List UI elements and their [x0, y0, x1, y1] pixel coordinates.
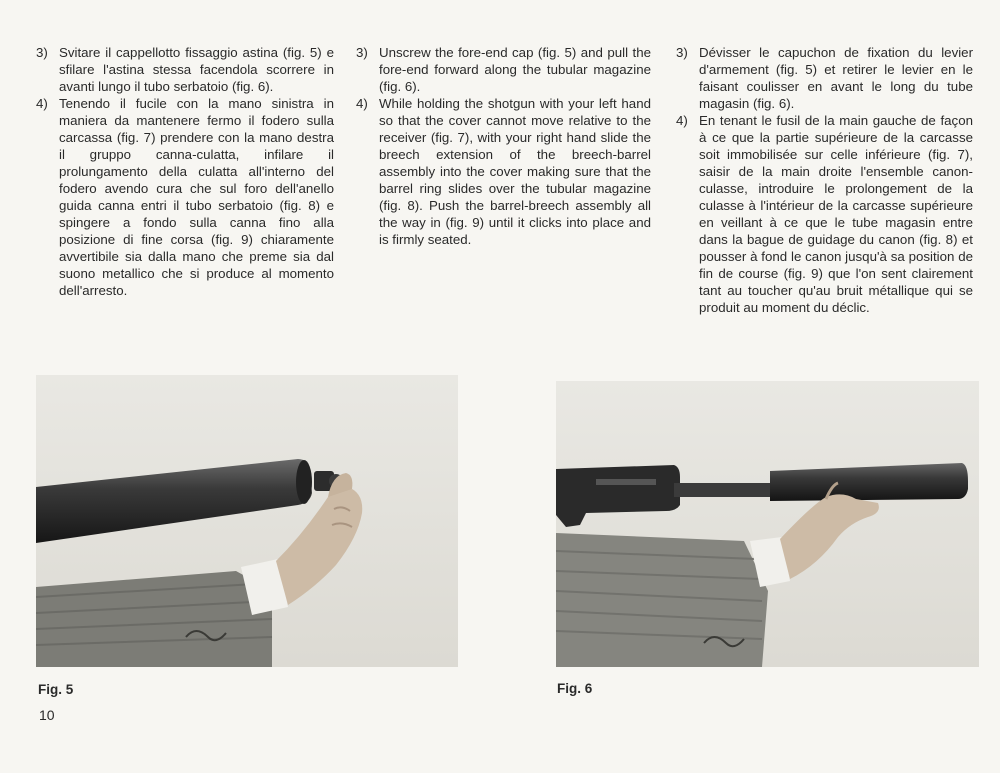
figure-5-photo: [36, 375, 458, 667]
english-step-3: [356, 44, 651, 95]
fig5-illustration: [36, 375, 458, 667]
step-text: Tenendo il fucile con la mano sinistra in maniera da mantenere fermo il fodero sulla carcassa (fig. 7) prendere con la mano destra il gruppo canna-culatta, infilare il prolungamento della culatta all'interno del fodero avendo cura che sul foro dell'anello guida canna entri il tubo serbatoio (fig. 8) e spingere a fondo sulla canna fino alla posizione di fine corsa (fig. 9) chiaramente avvertibile sia dalla mano che preme sia dal suono metallico che si produce al momento dell'arresto.: [59, 96, 334, 298]
italian-column: [36, 44, 334, 299]
step-number: 3): [676, 45, 688, 60]
step-number: 3): [356, 45, 368, 60]
step-text: Dévisser le capuchon de fixation du levier d'armement (fig. 5) et retirer le levier en le faisant coulisser en avant le long du tube magasin (fig. 6).: [699, 45, 973, 111]
fig6-illustration: [556, 381, 979, 667]
english-step-4: [356, 95, 651, 248]
italian-step-4: [36, 95, 334, 299]
figure-6-caption: Fig. 6: [557, 681, 593, 696]
step-number: 4): [356, 96, 368, 111]
step-number: 4): [36, 96, 48, 111]
step-text: En tenant le fusil de la main gauche de façon à ce que la partie supérieure de la carcasse soit immobilisée sur celle inférieure (fig. 7), saisir de la main droite l'ensemble canon-culasse, introduire le prolongement de la culasse à l'intérieur de la carcasse supérieure en veillant à ce que le tube magasin entre dans la bague de guidage du canon (fig. 8) et pousser à fond le canon jusqu'à sa position de fin de course (fig. 9) que l'on sent clairement tant au toucher qu'au bruit métallique qui se produit au moment du déclic.: [699, 113, 973, 315]
step-text: Svitare il cappellotto fissaggio astina (fig. 5) e sfilare l'astina stessa facendola scorrere in avanti lungo il tubo serbatoio (fig. 6).: [59, 45, 334, 94]
step-text: While holding the shotgun with your left hand so that the cover cannot move relative to the receiver (fig. 7), with your right hand slide the breech extension of the breech-barrel assembly into the cover making sure that the barrel ring slides over the tubular magazine (fig. 8). Push the barrel-breech assembly all the way in (fig. 9) until it clicks into place and is firmly seated.: [379, 96, 651, 247]
french-column: [676, 44, 973, 316]
page-number: 10: [39, 707, 55, 723]
figure-6-photo: [556, 381, 979, 667]
step-number: 4): [676, 113, 688, 128]
step-number: 3): [36, 45, 48, 60]
figure-5-caption: Fig. 5: [38, 682, 74, 697]
french-step-3: [676, 44, 973, 112]
italian-step-3: [36, 44, 334, 95]
step-text: Unscrew the fore-end cap (fig. 5) and pull the fore-end forward along the tubular magazine (fig. 6).: [379, 45, 651, 94]
english-column: [356, 44, 651, 248]
french-step-4: [676, 112, 973, 316]
